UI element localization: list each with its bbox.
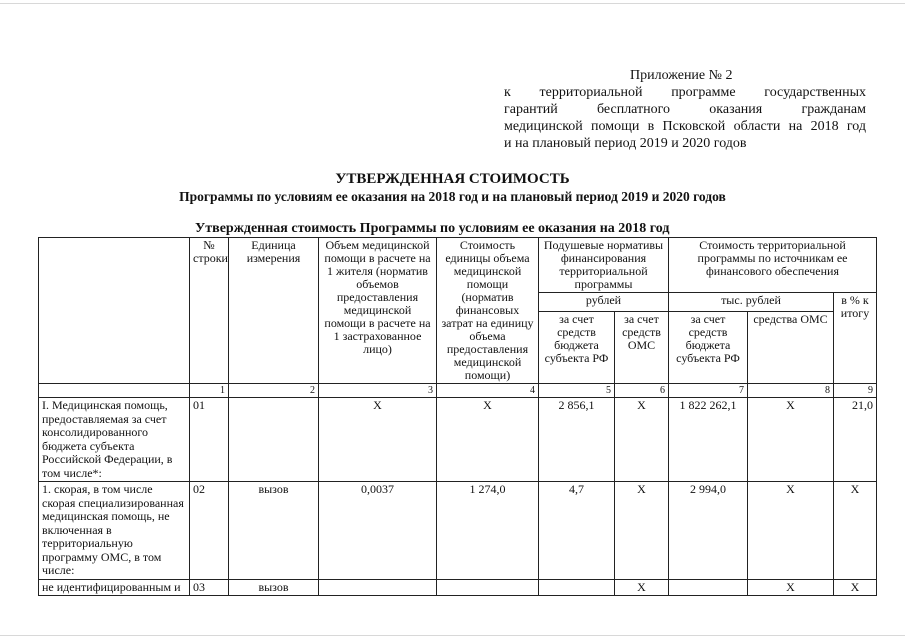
row-cost-oms-cell: X bbox=[748, 398, 834, 482]
row-volume-cell bbox=[319, 579, 437, 596]
appendix-line: медицинской помощи в Псковской области на 2018 год bbox=[504, 119, 866, 134]
row-unit-cost-cell: X bbox=[437, 398, 539, 482]
row-unit-cost-cell: 1 274,0 bbox=[437, 482, 539, 580]
header-cost-by-source: Стоимость территориальной программы по источникам ее финансового обеспечения bbox=[669, 238, 877, 293]
row-number-cell: 03 bbox=[190, 579, 229, 596]
row-percent-cell: X bbox=[834, 482, 877, 580]
column-number-cell: 1 bbox=[190, 384, 229, 398]
row-name-cell: не идентифицированным и bbox=[39, 579, 190, 596]
row-percent-cell: X bbox=[834, 579, 877, 596]
column-number-cell: 6 bbox=[615, 384, 669, 398]
header-oms-2: средства ОМС bbox=[748, 312, 834, 384]
row-unit-cell: вызов bbox=[229, 579, 319, 596]
appendix-line: гарантий бесплатного оказания гражданам bbox=[504, 102, 866, 117]
document-title: УТВЕРЖДЕННАЯ СТОИМОСТЬ bbox=[335, 171, 570, 187]
header-unit: Единица измерения bbox=[229, 238, 319, 384]
scan-edge-top bbox=[0, 3, 905, 4]
header-budget-rf-2: за счет средств бюджета субъекта РФ bbox=[669, 312, 748, 384]
row-cost-oms-cell: X bbox=[748, 579, 834, 596]
column-number-cell: 3 bbox=[319, 384, 437, 398]
cost-table bbox=[38, 237, 877, 596]
row-cost-budget-cell: 2 994,0 bbox=[669, 482, 748, 580]
column-number-cell: 5 bbox=[539, 384, 615, 398]
row-per-capita-oms-cell: X bbox=[615, 579, 669, 596]
row-number-cell: 01 bbox=[190, 398, 229, 482]
header-percent: в % к итогу bbox=[834, 293, 877, 384]
row-percent-cell: 21,0 bbox=[834, 398, 877, 482]
column-number-cell: 9 bbox=[834, 384, 877, 398]
column-number-cell: 4 bbox=[437, 384, 539, 398]
appendix-title: Приложение № 2 bbox=[630, 68, 733, 83]
row-unit-cell bbox=[229, 398, 319, 482]
scan-edge-bottom bbox=[0, 635, 905, 636]
header-rubles: рублей bbox=[539, 293, 669, 312]
header-unit-cost: Стоимость единицы объема медицинской помощи (норматив финансовых затрат на единицу объема предоставления медицинской помощи) bbox=[437, 238, 539, 384]
row-name-cell: 1. скорая, в том числе скорая специализированная медицинская помощь, не включенная в территориальную программу ОМС, в том числе: bbox=[39, 482, 190, 580]
row-number-cell: 02 bbox=[190, 482, 229, 580]
row-per-capita-oms-cell: X bbox=[615, 482, 669, 580]
table-row bbox=[39, 579, 877, 596]
header-name-cell bbox=[39, 238, 190, 384]
row-unit-cost-cell bbox=[437, 579, 539, 596]
header-per-capita: Подушевые нормативы финансирования территориальной программы bbox=[539, 238, 669, 293]
header-thousand-rubles: тыс. рублей bbox=[669, 293, 834, 312]
document-subtitle: Программы по условиям ее оказания на 2018 год и на плановый период 2019 и 2020 годов bbox=[179, 189, 726, 204]
header-row-no: № строки bbox=[190, 238, 229, 384]
row-volume-cell: 0,0037 bbox=[319, 482, 437, 580]
header-volume: Объем медицинской помощи в расчете на 1 жителя (норматив объемов предоставления медицинской помощи в расчете на 1 застрахованное лицо) bbox=[319, 238, 437, 384]
appendix-line: к территориальной программе государственных bbox=[504, 85, 866, 100]
appendix-text bbox=[504, 84, 866, 152]
table-header-row bbox=[39, 238, 877, 293]
row-unit-cell: вызов bbox=[229, 482, 319, 580]
row-cost-oms-cell: X bbox=[748, 482, 834, 580]
table-row bbox=[39, 398, 877, 482]
column-number-cell: 7 bbox=[669, 384, 748, 398]
header-budget-rf: за счет средств бюджета субъекта РФ bbox=[539, 312, 615, 384]
row-name-cell: I. Медицинская помощь, предоставляемая за счет консолидированного бюджета субъекта Российской Федерации, в том числе*: bbox=[39, 398, 190, 482]
table-title: Утвержденная стоимость Программы по условиям ее оказания на 2018 год bbox=[195, 221, 670, 236]
appendix-line: и на плановый период 2019 и 2020 годов bbox=[504, 136, 747, 151]
row-cost-budget-cell bbox=[669, 579, 748, 596]
column-number-row bbox=[39, 384, 877, 398]
row-per-capita-budget-cell: 2 856,1 bbox=[539, 398, 615, 482]
table-row bbox=[39, 482, 877, 580]
column-number-cell: 2 bbox=[229, 384, 319, 398]
row-per-capita-budget-cell bbox=[539, 579, 615, 596]
row-per-capita-oms-cell: X bbox=[615, 398, 669, 482]
column-number-cell: 8 bbox=[748, 384, 834, 398]
header-oms: за счет средств ОМС bbox=[615, 312, 669, 384]
row-volume-cell: X bbox=[319, 398, 437, 482]
row-per-capita-budget-cell: 4,7 bbox=[539, 482, 615, 580]
column-number-cell bbox=[39, 384, 190, 398]
row-cost-budget-cell: 1 822 262,1 bbox=[669, 398, 748, 482]
